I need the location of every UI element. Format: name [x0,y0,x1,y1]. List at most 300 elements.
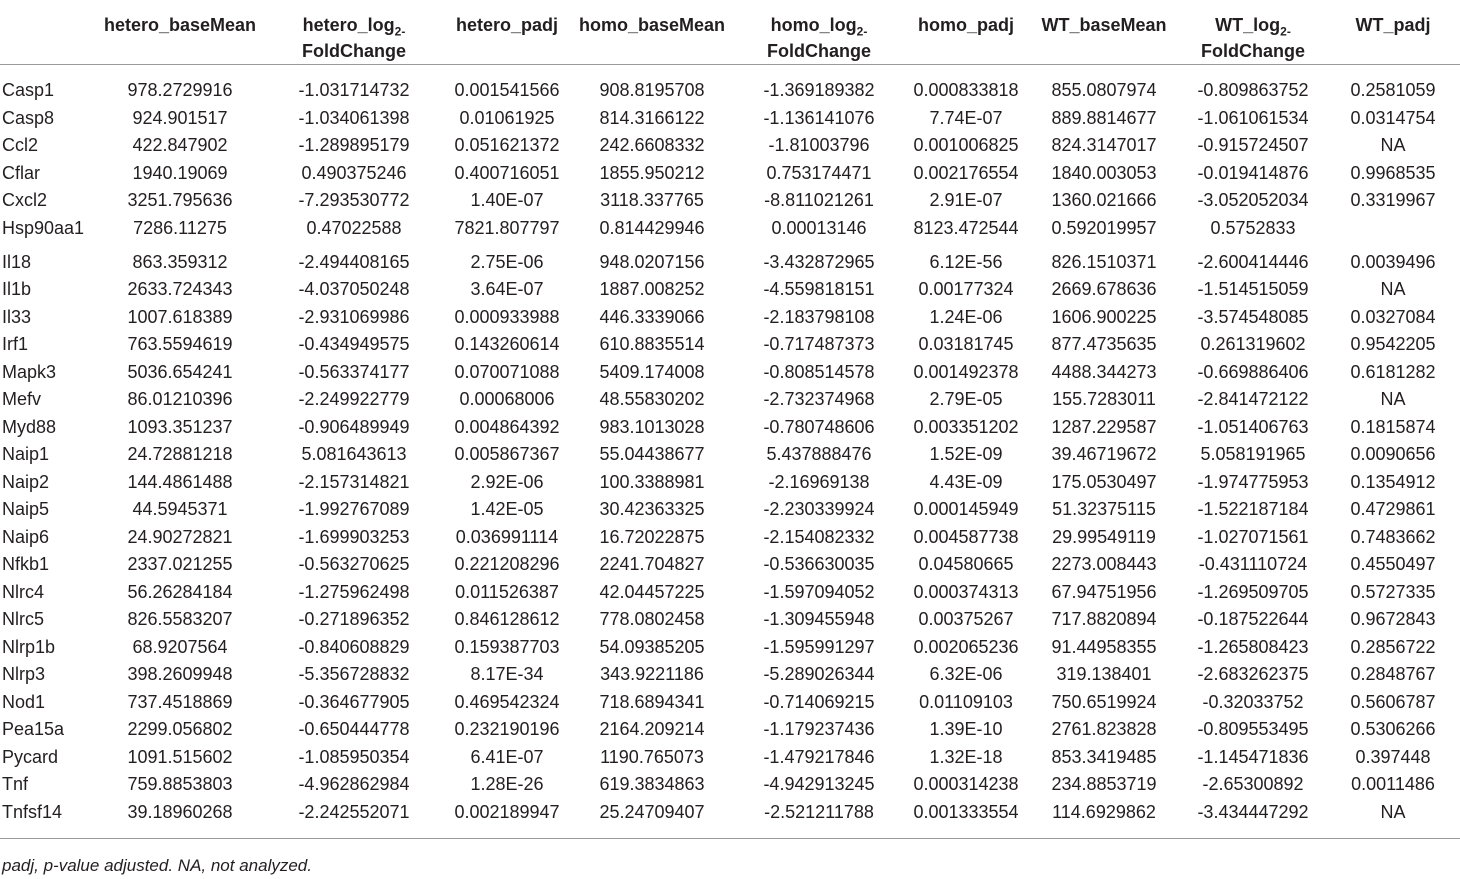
gene-name-cell: Naip1 [2,444,50,464]
column-header-label: WT_baseMean [1041,15,1167,35]
table-cell: 0.2848767 [1350,664,1436,684]
table-cell: 155.7283011 [1052,389,1156,409]
table-row [0,215,1460,249]
table-cell: NA [1380,135,1406,155]
gene-name-cell: Nlrp3 [2,664,46,684]
table-row [0,744,1460,772]
table-cell: 2273.008443 [1051,554,1157,574]
header-spacer [0,65,1460,78]
table-cell: 2633.724343 [127,279,233,299]
table-cell: -1.699903253 [298,526,410,547]
table-cell: 1190.765073 [600,746,704,767]
table-row [0,661,1460,689]
column-header-label-line2: FoldChange [767,41,871,61]
table-cell: 763.5594619 [127,334,233,354]
table-cell: 1093.351237 [127,416,233,437]
table-cell: 0.001541566 [454,80,560,100]
table-cell: -0.840608829 [298,636,410,657]
table-cell: 0.221208296 [454,554,560,574]
table-cell: 42.04457225 [599,581,705,602]
gene-name-cell: Nlrp1b [2,636,56,657]
column-header-label-line2: FoldChange [302,41,406,61]
table-cell: -2.65300892 [1202,774,1304,794]
table-cell: 0.814429946 [599,217,705,238]
table-cell: 3118.337765 [600,190,704,210]
table-row [0,634,1460,662]
table-cell: -1.265808423 [1197,636,1309,657]
table-cell: 0.002065236 [913,636,1019,657]
table-cell: -0.717487373 [763,334,875,354]
table-row [0,524,1460,552]
gene-name-cell: Ccl2 [2,135,39,155]
table-cell: 750.6519924 [1051,691,1157,712]
table-row [0,441,1460,469]
table-cell: 0.000833818 [913,80,1019,100]
table-cell: -1.595991297 [763,636,875,657]
table-header-row [0,0,1460,65]
table-cell: 2.75E-06 [470,251,544,272]
table-cell: 0.011526387 [455,581,559,602]
gene-name-cell: Mefv [2,389,42,409]
table-cell: -2.600414446 [1197,251,1309,272]
table-cell: -5.356728832 [298,664,410,684]
table-cell: 5.437888476 [766,444,872,464]
table-cell: 778.0802458 [599,609,705,629]
table-cell: 0.070071088 [454,361,560,382]
table-cell: -1.275962498 [298,581,410,602]
gene-name-cell: Casp8 [2,107,55,128]
table-cell: 877.4735635 [1051,334,1157,354]
column-header-label: WT_padj [1355,15,1431,35]
gene-name-cell: Mapk3 [2,361,57,382]
table-cell: 0.5606787 [1350,691,1436,712]
table-cell: 91.44958355 [1051,636,1157,657]
table-cell: 55.04438677 [599,444,705,464]
table-cell: 0.0327084 [1350,306,1436,327]
column-header-label: homo_baseMean [578,15,726,35]
table-cell: 56.26284184 [127,581,233,602]
table-cell: 0.00375267 [918,609,1014,629]
table-cell: 0.002189947 [444,799,570,839]
table-cell: 2.91E-07 [929,190,1003,210]
column-header [1028,0,1180,65]
table-cell: -1.522187184 [1197,499,1309,519]
table-cell: 0.1354912 [1350,471,1436,492]
gene-name-cell: Nod1 [2,691,46,712]
table-cell: -3.432872965 [763,251,875,272]
table-cell: -0.563374177 [298,361,410,382]
table-cell: 0.2856722 [1350,636,1436,657]
table-cell: 3251.795636 [127,190,233,210]
table-cell: -0.808514578 [763,361,875,382]
table-cell: 717.8820894 [1051,609,1157,629]
table-cell: 39.18960268 [96,799,264,839]
column-header [264,0,444,65]
table-cell: -2.841472122 [1197,389,1309,409]
table-cell: NA [1380,279,1406,299]
table-cell: -0.434949575 [298,334,410,354]
table-cell: 6.41E-07 [470,746,544,767]
table-cell: 0.232190196 [454,719,560,739]
table-cell: -2.249922779 [298,389,410,409]
gene-name-cell: Hsp90aa1 [2,217,85,238]
table-cell: 948.0207156 [599,251,705,272]
column-header-label-line2: FoldChange [1201,41,1305,61]
gene-name-cell: Cxcl2 [2,190,48,210]
table-cell: 24.90272821 [127,526,233,547]
gene-name-cell: Casp1 [2,80,55,100]
table-cell: 8.17E-34 [470,664,544,684]
table-cell: 1.42E-05 [470,499,544,519]
table-cell: 0.00177324 [918,279,1014,299]
gene-name-cell: Il18 [2,251,32,272]
table-cell: 0.3319967 [1350,190,1436,210]
table-cell: -0.669886406 [1197,361,1309,382]
table-cell: 0.9542205 [1350,334,1436,354]
table-row [0,414,1460,442]
table-cell: -2.16969138 [768,471,870,492]
table-cell: -1.479217846 [763,746,875,767]
table-row [0,331,1460,359]
table-cell: 1887.008252 [599,279,705,299]
table-cell: 1007.618389 [127,306,233,327]
table-row [0,359,1460,387]
table-cell: -2.494408165 [298,251,410,272]
table-cell: -4.559818151 [763,279,875,299]
column-header-label: hetero_log [302,15,395,35]
table-cell: 0.143260614 [454,334,560,354]
table-cell: 1360.021666 [1051,190,1157,210]
table-cell: -0.906489949 [298,416,410,437]
table-cell: 67.94751956 [1051,581,1157,602]
table-cell: 0.47022588 [306,217,402,238]
table-row [0,469,1460,497]
table-cell: -0.187522644 [1197,609,1309,629]
table-cell: 889.8814677 [1051,107,1157,128]
table-cell: 44.5945371 [132,499,228,519]
table-cell: -0.809553495 [1197,719,1309,739]
column-header [904,0,1028,65]
table-cell: 242.6608332 [599,135,705,155]
table-cell: -0.431110724 [1198,554,1308,574]
table-row [0,77,1460,105]
table-cell: 1.39E-10 [929,719,1003,739]
table-cell: -1.514515059 [1197,279,1309,299]
table-cell: -1.309455948 [763,609,875,629]
table-cell: 0.261319602 [1200,334,1306,354]
gene-name-cell: Nfkb1 [2,554,50,574]
table-footnote: padj, p-value adjusted. NA, not analyzed. [2,856,312,875]
column-header-label: hetero_baseMean [103,15,257,35]
table-cell: 0.004864392 [454,416,560,437]
table-row [0,304,1460,332]
column-header-subscript: 2- [394,24,406,39]
table-cell: -1.136141076 [763,107,875,128]
table-cell: 2241.704827 [599,554,705,574]
table-cell: 978.2729916 [127,80,233,100]
table-cell: -1.81003796 [768,135,870,155]
gene-name-cell: Irf1 [2,334,29,354]
table-cell: -1.269509705 [1197,581,1309,602]
table-cell: 2164.209214 [599,719,705,739]
table-cell: 737.4518869 [127,691,233,712]
table-cell: -5.289026344 [763,664,875,684]
table-cell: NA [1326,799,1460,839]
table-cell: 0.0314754 [1350,107,1436,128]
table-row [0,606,1460,634]
table-row [0,689,1460,717]
table-cell: 2669.678636 [1051,279,1157,299]
table-cell: 48.55830202 [599,389,705,409]
table-body [0,65,1460,839]
table-cell: 7286.11275 [133,217,227,238]
table-cell: 7.74E-07 [929,107,1003,128]
table-cell: -0.271896352 [298,609,410,629]
table-cell: -3.574548085 [1197,306,1309,327]
table-cell: 610.8835514 [599,334,705,354]
table-cell: -1.289895179 [298,135,410,155]
table-cell: 68.9207564 [132,636,228,657]
table-cell: 175.0530497 [1051,471,1157,492]
table-row [0,579,1460,607]
table-cell: 0.5752833 [1210,217,1296,238]
table-cell: -4.942913245 [763,774,875,794]
table-cell: 5036.654241 [127,361,233,382]
table-cell: 824.3147017 [1051,135,1157,155]
table-cell: 0.001006825 [913,135,1019,155]
column-header [0,0,96,65]
table-cell: 86.01210396 [127,389,233,409]
column-header-label: homo_log [770,15,857,35]
table-cell: 0.04580665 [918,554,1014,574]
table-cell: -0.364677905 [298,691,410,712]
table-cell: 51.32375115 [1052,499,1156,519]
table-row [0,496,1460,524]
table-cell: -1.051406763 [1197,416,1309,437]
gene-name-cell: Naip6 [2,526,50,547]
table-row [0,105,1460,133]
column-header [96,0,264,65]
table-cell: 718.6894341 [599,691,705,712]
table-row [0,276,1460,304]
table-cell: 1.32E-18 [929,746,1003,767]
table-cell: -1.992767089 [298,499,410,519]
table-cell: 100.3388981 [599,471,705,492]
table-cell: 0.036991114 [455,526,559,547]
table-cell: 6.32E-06 [929,664,1003,684]
table-cell: 29.99549119 [1052,526,1156,547]
table-cell: 863.359312 [132,251,228,272]
table-cell: -1.369189382 [763,80,875,100]
table-cell: 0.01109103 [919,691,1013,712]
table-cell: 0.003351202 [913,416,1019,437]
table-cell: 343.9221186 [600,664,704,684]
gene-name-cell: Naip5 [2,499,50,519]
table-cell: 16.72022875 [599,526,705,547]
column-header [444,0,570,65]
table-cell: -1.061061534 [1197,107,1309,128]
table-cell: 0.490375246 [301,162,407,183]
table-cell: -0.019414876 [1197,162,1309,183]
table-cell: 0.002176554 [913,162,1019,183]
table-cell: -1.085950354 [298,746,410,767]
table-cell: 2337.021255 [127,554,233,574]
table-cell: -2.931069986 [298,306,410,327]
table-cell: -8.811021261 [764,190,874,210]
table-cell: 1287.229587 [1051,416,1157,437]
table-cell: -7.293530772 [298,190,410,210]
table-cell: 5.058191965 [1200,444,1306,464]
table-cell: 144.4861488 [127,471,233,492]
gene-name-cell: Tnf [2,774,29,794]
table-row [0,386,1460,414]
table-cell: 1.28E-26 [470,774,544,794]
table-cell: 114.6929862 [1028,799,1180,839]
table-cell [1326,215,1460,249]
table-row [0,716,1460,744]
column-header [734,0,904,65]
table-cell: 0.001492378 [913,361,1019,382]
gene-name-cell: Il33 [2,306,32,327]
table-cell: 422.847902 [132,135,228,155]
table-cell: 0.001333554 [904,799,1028,839]
table-cell: 1091.515602 [127,746,233,767]
table-cell: 826.1510371 [1051,251,1157,272]
table-cell: -2.521211788 [734,799,904,839]
table-cell: 30.42363325 [599,499,705,519]
table-cell: -4.962862984 [298,774,410,794]
table-cell: 0.0090656 [1350,444,1436,464]
table-row [0,160,1460,188]
table-cell: 0.1815874 [1350,416,1436,437]
column-header-subscript: 2- [856,24,868,39]
table-cell: 826.5583207 [127,609,233,629]
table-cell: 1940.19069 [132,162,228,183]
gene-name-cell: Nlrc4 [2,581,45,602]
table-cell: -0.650444778 [298,719,410,739]
gene-name-cell: Tnfsf14 [0,799,96,839]
table-row [0,551,1460,579]
table-cell: 0.000933988 [454,306,560,327]
table-cell: -1.974775953 [1197,471,1309,492]
table-cell: 1.24E-06 [929,306,1003,327]
table-row [0,249,1460,277]
table-cell: -3.052052034 [1197,190,1309,210]
table-cell: 0.0011486 [1351,774,1435,794]
table-cell: 2761.823828 [1051,719,1157,739]
column-header-subscript: 2- [1280,24,1291,39]
table-cell: 0.5306266 [1350,719,1436,739]
gene-name-cell: Myd88 [2,416,57,437]
table-cell: -0.809863752 [1197,80,1309,100]
table-cell: 1.40E-07 [470,190,544,210]
table-row [0,132,1460,160]
table-cell: 398.2609948 [127,664,233,684]
table-cell: 446.3339066 [599,306,705,327]
gene-name-cell: Pycard [2,746,59,767]
table-cell: 0.397448 [1355,746,1431,767]
table-row [0,799,1460,839]
table-cell: NA [1380,389,1406,409]
table-cell: 0.9672843 [1350,609,1436,629]
table-cell: 853.3419485 [1051,746,1157,767]
table-cell: 0.004587738 [913,526,1019,547]
column-header [1180,0,1326,65]
table-cell: -0.780748606 [763,416,875,437]
table-cell: -2.183798108 [763,306,875,327]
gene-name-cell: Pea15a [2,719,65,739]
table-cell: -0.714069215 [763,691,875,712]
table-cell: 983.1013028 [599,416,705,437]
table-cell: 8123.472544 [913,217,1019,238]
gene-name-cell: Nlrc5 [2,609,45,629]
column-header [1326,0,1460,65]
table-cell: 1855.950212 [599,162,705,183]
column-header-label: hetero_padj [455,15,559,35]
table-cell: 319.138401 [1056,664,1152,684]
table-cell: 39.46719672 [1051,444,1157,464]
table-cell: -2.157314821 [298,471,410,492]
gene-name-cell: Cflar [2,162,41,183]
table-cell: 7821.807797 [454,217,560,238]
table-cell: 0.000145949 [913,499,1019,519]
table-cell: 54.09385205 [599,636,705,657]
table-cell: 0.4550497 [1350,554,1436,574]
table-cell: 855.0807974 [1051,80,1157,100]
table-cell: 0.00013146 [771,217,867,238]
column-header [570,0,734,65]
table-cell: -2.683262375 [1197,664,1309,684]
table-cell: 0.0039496 [1350,251,1436,272]
table-cell: -0.32033752 [1202,691,1304,712]
table-cell: 759.8853803 [127,774,233,794]
table-cell: 814.3166122 [599,107,705,128]
table-cell: 234.8853719 [1051,774,1157,794]
table-cell: 2.92E-06 [470,471,544,492]
table-cell: 0.846128612 [454,609,560,629]
table-cell: 0.469542324 [454,691,560,712]
table-cell: 1840.003053 [1051,162,1157,183]
table-cell: 0.9968535 [1350,162,1436,183]
table-cell: 0.7483662 [1350,526,1436,547]
table-cell: -1.027071561 [1197,526,1309,547]
table-cell: 0.051621372 [454,135,560,155]
table-cell: 0.000374313 [913,581,1019,602]
table-cell: -1.034061398 [298,107,410,128]
table-cell: 6.12E-56 [929,251,1003,272]
table-cell: 0.753174471 [766,162,872,183]
table-cell: 0.2581059 [1350,80,1436,100]
table-cell: 4488.344273 [1051,361,1157,382]
table-cell: 0.00068006 [459,389,555,409]
table-cell: -2.732374968 [763,389,875,409]
column-header-label: homo_padj [917,15,1014,35]
table-cell: 2299.056802 [127,719,233,739]
table-cell: 0.159387703 [454,636,560,657]
table-cell: 0.4729861 [1350,499,1436,519]
table-cell: -1.145471836 [1197,746,1309,767]
table-cell: -4.037050248 [298,279,410,299]
table-row [0,771,1460,799]
table-cell: -1.179237436 [763,719,875,739]
table-cell: 0.400716051 [454,162,560,183]
gene-name-cell: Il1b [2,279,32,299]
table-cell: 3.64E-07 [470,279,544,299]
table-cell: 5409.174008 [599,361,705,382]
table-cell: 24.72881218 [127,444,233,464]
table-cell: 4.43E-09 [929,471,1003,492]
table-cell: 1606.900225 [1051,306,1157,327]
